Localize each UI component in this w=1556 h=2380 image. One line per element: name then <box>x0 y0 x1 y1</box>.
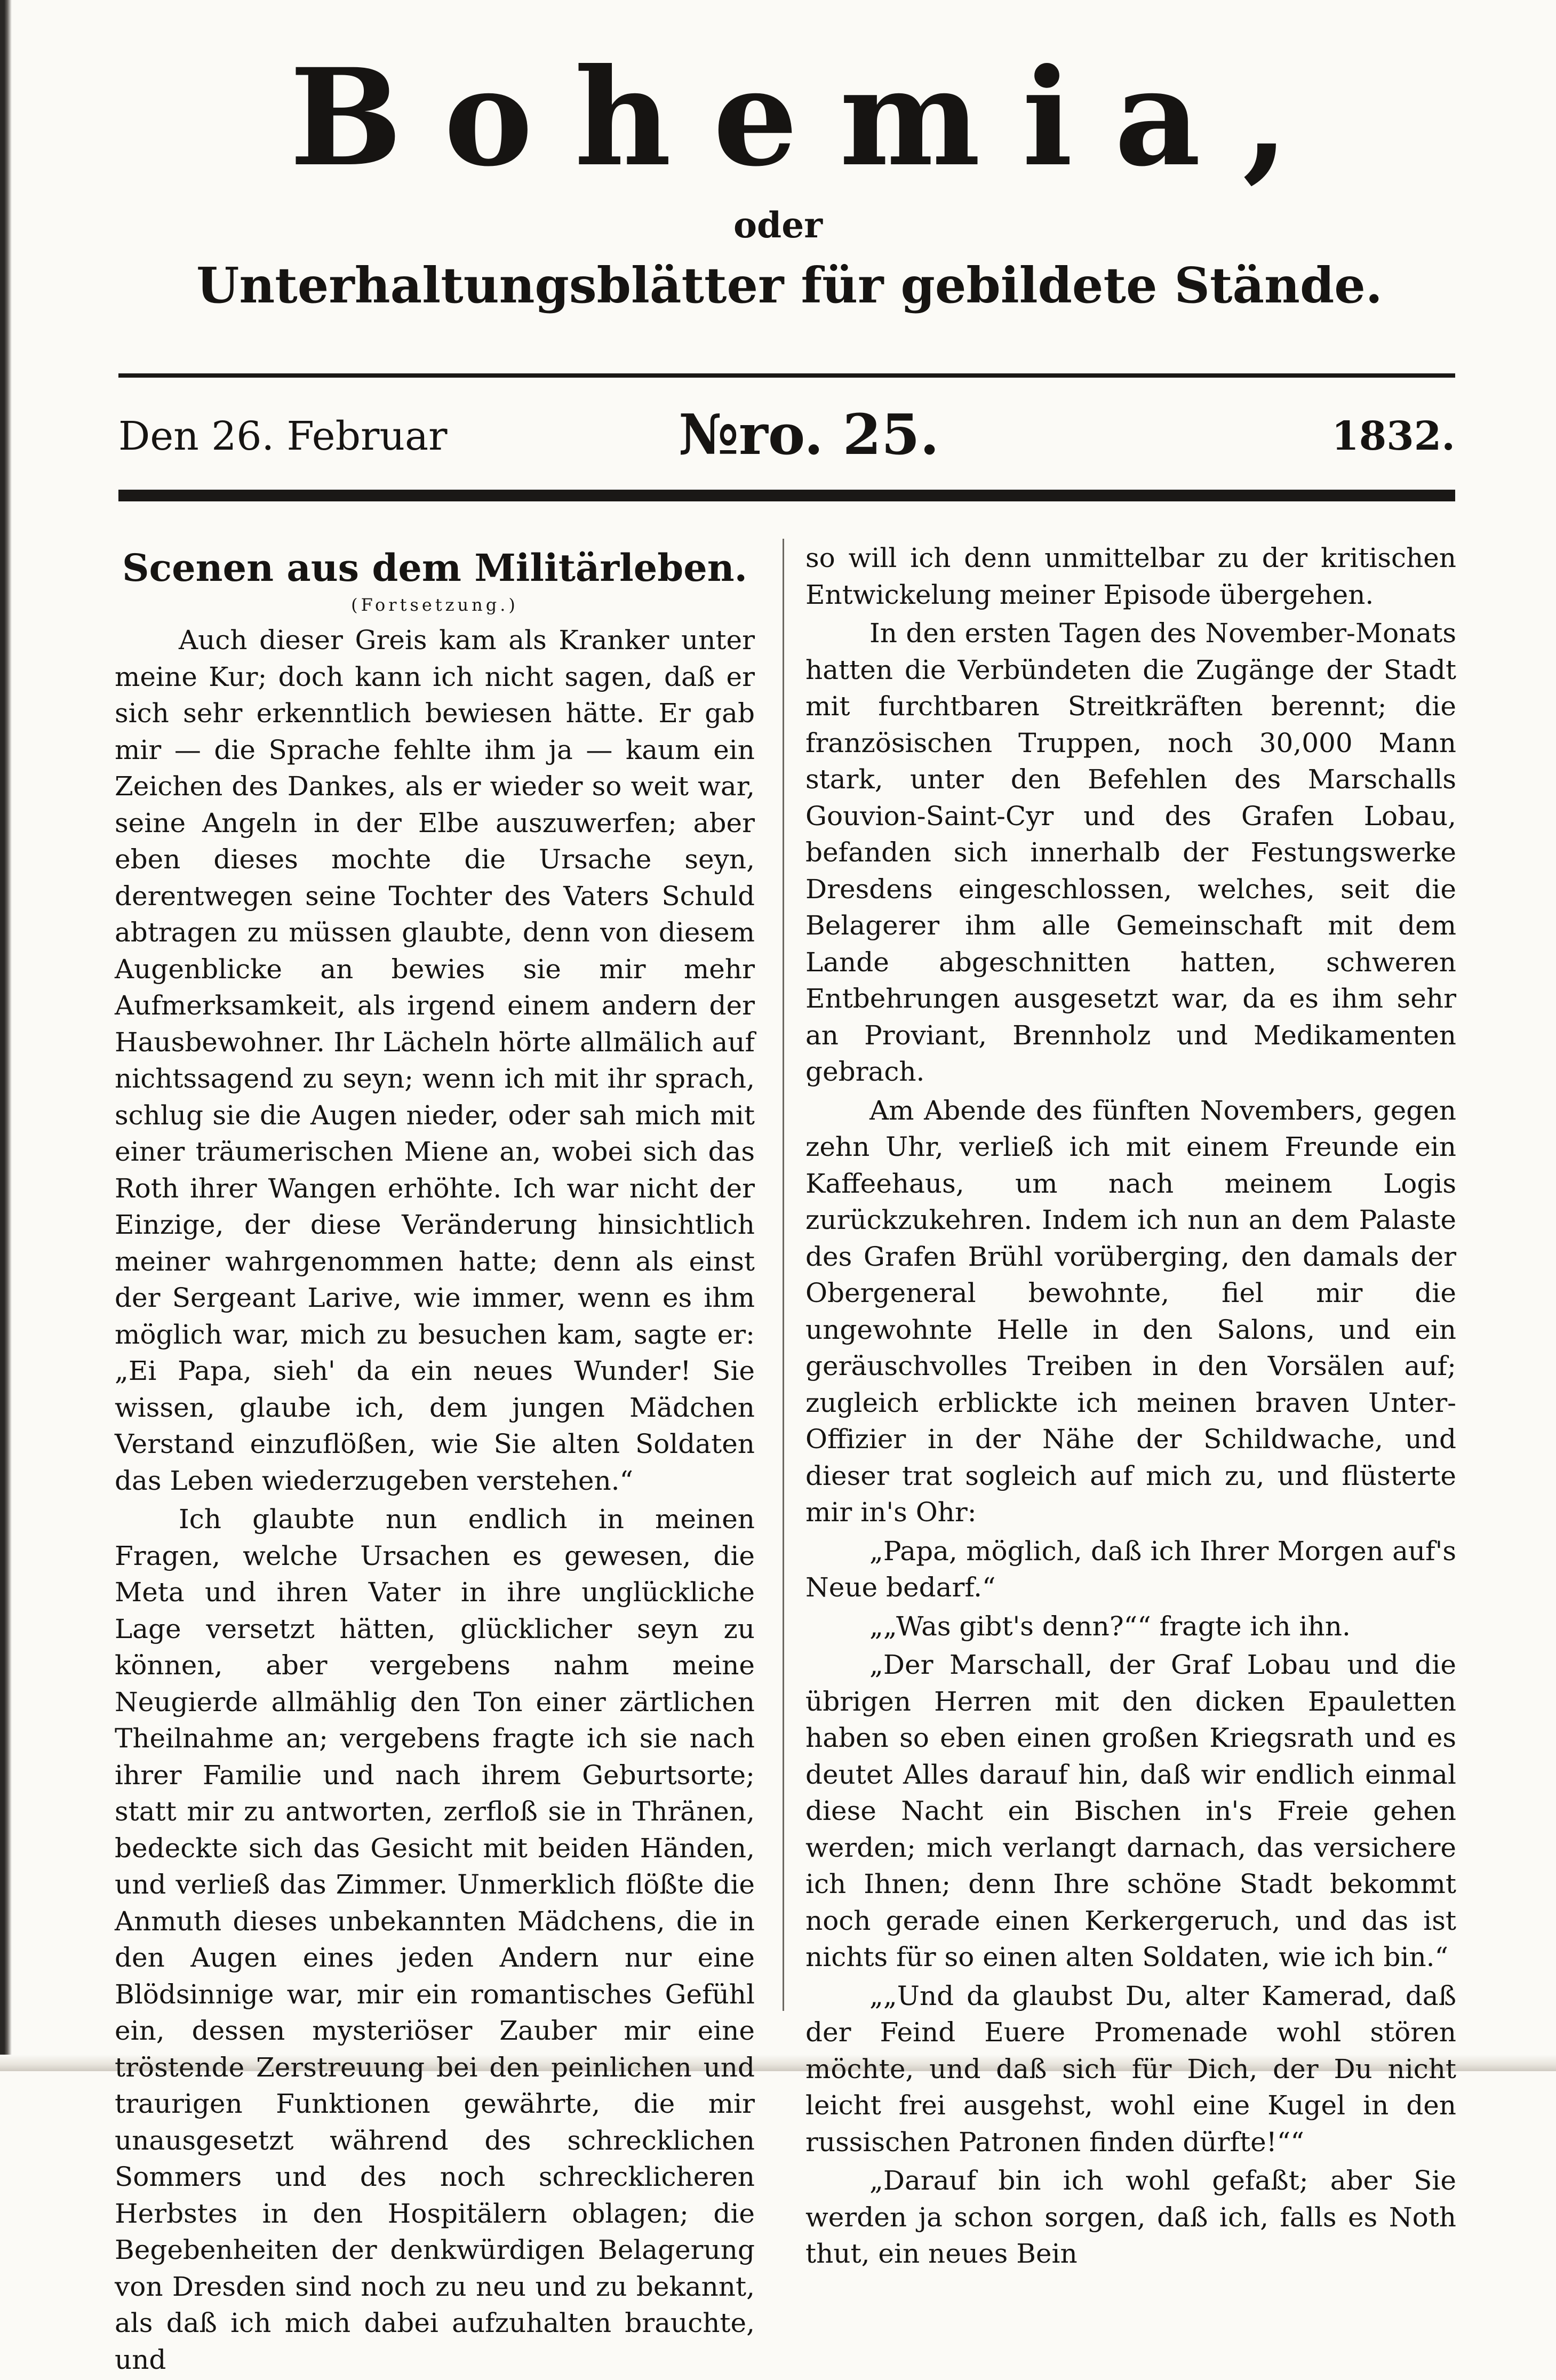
right-column <box>805 540 1456 2274</box>
body-paragraph: „Papa, möglich, daß ich Ihrer Morgen auf's Neue bedarf.“ <box>805 1535 1456 1603</box>
body-paragraph: „Der Marschall, der Graf Lobau und die übrigen Herren mit den dicken Epauletten haben so eben einen großen Kriegsrath und es deutet Alles darauf hin, daß wir endlich einmal diese Nacht ein Bischen in's Freie gehen werden; mich verlangt darnach, das versichere ich Ihnen; denn Ihre schöne Stadt bekommt noch gerade einen Kerkergeruch, und das ist nichts für so einen alten Soldaten, wie ich bin.“ <box>805 1649 1456 1972</box>
page-binding-edge <box>0 0 12 2071</box>
article-title: Scenen aus dem Militärleben. <box>122 546 748 590</box>
body-paragraph: Ich glaubte nun endlich in meinen Fragen, welche Ursachen es gewesen, die Meta und ihren Vater in ihre unglückliche Lage versetzt hätten, glücklicher seyn zu können, aber vergebens nahm meine Neugierde allmählig den Ton einer zärtlichen Theilnahme an; vergebens fragte ich sie nach ihrer Familie und nach ihrem Geburtsorte; statt mir zu antworten, zerfloß sie in Thränen, bedeckte sich das Gesicht mit beiden Händen, und verließ das Zimmer. Unmerklich flößte die Anmuth dieses unbekannten Mädchens, die in den Augen eines jeden Andern nur eine Blödsinnige war, mir ein romantisches Gefühl ein, dessen mysteriöser Zauber mir eine tröstende Zerstreuung bei den peinlichen und traurigen Funktionen gewährte, die mir unausgesetzt während des schrecklichen Sommers und des noch schrecklicheren Herbstes in den Hospitälern oblagen; die Begebenheiten der denkwürdigen Belagerung von Dresden sind noch zu neu und zu bekannt, als daß ich mich dabei aufzuhalten brauchte, und <box>115 1504 755 2375</box>
masthead-rule-top <box>118 373 1455 378</box>
body-paragraph: In den ersten Tagen des November-Monats hatten die Verbündeten die Zugänge der Stadt mit furchtbaren Streitkräften berennt; die französischen Truppen, noch 30,000 Mann stark, unter den Befehlen des Marschalls Gouvion-Saint-Cyr und des Grafen Lobau, befanden sich innerhalb der Festungswerke Dresdens eingeschlossen, welches, seit die Belagerer ihm alle Gemeinschaft mit dem Lande abgeschnitten hatten, schweren Entbehrungen ausgesetzt war, da es ihm sehr an Proviant, Brennholz und Medikamenten gebrach. <box>805 618 1456 1087</box>
masthead-subtitle: Unterhaltungsblätter für gebildete Stände. <box>196 257 1383 314</box>
body-paragraph: Am Abende des fünften Novembers, gegen zehn Uhr, verließ ich mit einem Freunde ein Kaffeehaus, um nach meinem Logis zurückzukehren. Indem ich nun an dem Palaste des Grafen Brühl vorüberging, den damals der Obergeneral bewohnte, fiel mir die ungewohnte Helle in den Salons, und ein geräuschvolles Treiben in den Vorsälen auf; zugleich erblickte ich meinen braven Unter-Offizier in der Nähe der Schildwache, und dieser trat sogleich auf mich zu, und flüsterte mir in's Ohr: <box>805 1095 1456 1528</box>
body-paragraph: Auch dieser Greis kam als Kranker unter meine Kur; doch kann ich nicht sagen, daß er sich sehr erkenntlich bewiesen hätte. Er gab mir — die Sprache fehlte ihm ja — kaum ein Zeichen des Dankes, als er wieder so weit war, seine Angeln in der Elbe auszuwerfen; aber eben dieses mochte die Ursache seyn, derentwegen seine Tochter des Vaters Schuld abtragen zu müssen glaubte, denn von diesem Augenblicke an bewies sie mir mehr Aufmerksamkeit, als irgend einem andern der Hausbewohner. Ihr Lächeln hörte allmälich auf nichtssagend zu seyn; wenn ich mit ihr sprach, schlug sie die Augen nieder, oder sah mich mit einer träumerischen Miene an, wobei sich das Roth ihrer Wangen erhöhte. Ich war nicht der Einzige, der diese Veränderung hinsichtlich meiner wahrgenommen hatte; denn als einst der Sergeant Larive, wie immer, wenn es ihm möglich war, mich zu besuchen kam, sagte er: „Ei Papa, sieh' da ein neues Wunder! Sie wissen, glaube ich, dem jungen Mädchen Verstand einzuflößen, wie Sie alten Soldaten das Leben wiederzugeben verstehen.“ <box>115 625 755 1496</box>
masthead-rule-bottom <box>118 490 1455 501</box>
issue-year: 1832. <box>1331 413 1455 459</box>
issue-line <box>118 403 1455 472</box>
body-paragraph: „„Und da glaubst Du, alter Kamerad, daß der Feind Euere Promenade wohl stören möchte, und daß sich für Dich, der Du nicht leicht frei ausgehst, wohl eine Kugel in den russischen Patronen finden dürfte!““ <box>805 1980 1456 2158</box>
masthead-or: oder <box>733 204 823 246</box>
column-divider <box>783 539 784 2011</box>
body-paragraph: so will ich denn unmittelbar zu der kritischen Entwickelung meiner Episode übergehen. <box>805 542 1456 610</box>
body-paragraph: „„Was gibt's denn?““ fragte ich ihn. <box>869 1610 1351 1642</box>
masthead-title: Bohemia, <box>289 39 1331 196</box>
issue-date: Den 26. Februar <box>118 413 448 459</box>
issue-number: №ro. 25. <box>679 402 939 467</box>
article-continuation-note: (Fortsetzung.) <box>351 595 518 615</box>
left-column <box>115 544 755 2380</box>
body-paragraph: „Darauf bin ich wohl gefaßt; aber Sie werden ja schon sorgen, daß ich, falls es Noth thut, ein neues Bein <box>805 2165 1456 2269</box>
